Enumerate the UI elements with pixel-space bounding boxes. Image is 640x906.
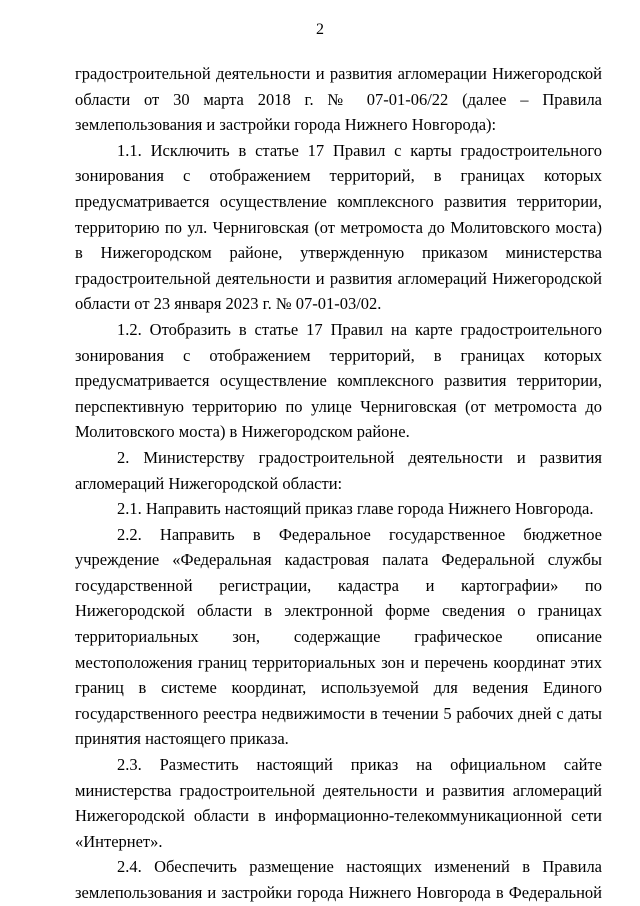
- paragraph-2-3: 2.3. Разместить настоящий приказ на официальном сайте министерства градостроительной деятельности и развития агломераций Нижегородской области в информационно-телекоммуникационной сети «Интернет».: [75, 755, 602, 851]
- paragraph-1-2: 1.2. Отобразить в статье 17 Правил на карте градостроительного зонирования с отображением территорий, в границах которых предусматривается осуществление комплексного развития территории, перспективную территорию по улице Черниговская (от метромоста до Молитовского моста) в Нижегородском районе.: [75, 319, 602, 442]
- page-number: 2: [316, 21, 324, 38]
- paragraph-2-2: 2.2. Направить в Федеральное государственное бюджетное учреждение «Федеральная кадастровая палата Федеральной службы государственной регистрации, кадастра и картографии» по Нижегородской области в электронной форме сведения о границах территориальных зон, содержащие графическое описание местоположения границ территориальных зон и перечень координат этих границ в системе координат, используемой для ведения Единого государственного реестра недвижимости в течении 5 рабочих дней с даты принятия настоящего приказа.: [75, 524, 602, 749]
- paragraph-2-1: 2.1. Направить настоящий приказ главе города Нижнего Новгорода.: [117, 499, 594, 519]
- paragraph-continuation: градостроительной деятельности и развития агломерации Нижегородской области от 30 марта 2018 г. № 07-01-06/22 (далее – Правила землепользования и застройки города Нижнего Новгорода):: [75, 64, 602, 135]
- document-body: [75, 61, 602, 906]
- paragraph-2: 2. Министерству градостроительной деятельности и развития агломераций Нижегородской области:: [75, 447, 602, 493]
- paragraph-2-4: 2.4. Обеспечить размещение настоящих изменений в Правила землепользования и застройки города Нижнего Новгорода в Федеральной: [75, 857, 602, 902]
- paragraph-1-1: 1.1. Исключить в статье 17 Правил с карты градостроительного зонирования с отображением территорий, в границах которых предусматривается осуществление комплексного развития территории, территорию по ул. Черниговская (от метромоста до Молитовского моста) в Нижегородском районе, утвержденную приказом министерства градостроительной деятельности и развития агломераций Нижегородской области от 23 января 2023 г. № 07-01-03/02.: [75, 140, 602, 314]
